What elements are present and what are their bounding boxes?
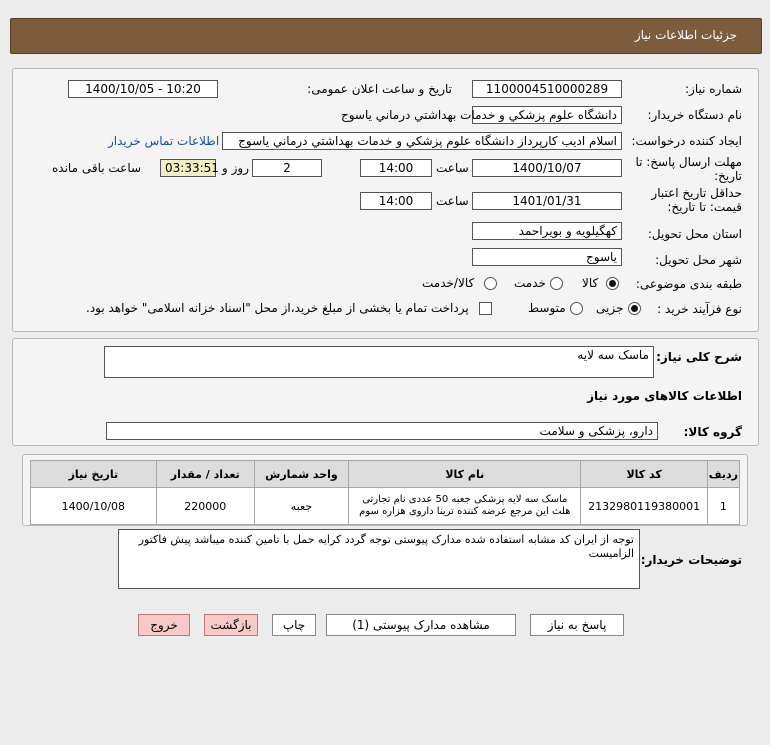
requester-field: اسلام اديب كارپرداز دانشگاه علوم پزشكي و خدمات بهداشتي درماني ياسوج — [222, 132, 622, 150]
table-row — [31, 488, 740, 525]
need-number-label: شماره نیاز: — [685, 82, 742, 96]
deadline-label: مهلت ارسال پاسخ: تا — [635, 155, 742, 169]
validity-date-label: قیمت: تا تاریخ: — [667, 200, 742, 214]
province-label: استان محل تحویل: — [647, 227, 742, 241]
category-goods-service-label: کالا/خدمت — [422, 276, 475, 290]
announce-datetime-field: 1400/10/05 - 10:20 — [68, 80, 218, 98]
col-row-header: ردیف — [707, 461, 739, 488]
buyer-contact-link[interactable]: اطلاعات تماس خریدار — [108, 134, 220, 148]
goods-info-title: اطلاعات کالاهای مورد نیاز — [587, 389, 742, 403]
validity-time-label: ساعت — [436, 194, 469, 208]
remaining-time-label: ساعت باقی مانده — [52, 161, 142, 175]
deadline-time-label: ساعت — [436, 161, 469, 175]
city-label: شهر محل تحویل: — [655, 253, 742, 267]
buyer-notes-label: توضیحات خریدار: — [640, 553, 742, 567]
page-title: جزئیات اطلاعات نیاز — [634, 28, 737, 42]
validity-label: حداقل تاریخ اعتبار — [651, 186, 742, 200]
deadline-time-field: 14:00 — [360, 159, 432, 177]
process-type-label: نوع فرآیند خرید : — [657, 302, 742, 316]
province-field: کهگیلویه و بویراحمد — [472, 222, 622, 240]
back-button[interactable]: بازگشت — [204, 614, 258, 636]
col-name-header: نام کالا — [349, 461, 581, 488]
item-unit-cell: جعبه — [254, 488, 348, 525]
col-qty-header: تعداد / مقدار — [156, 461, 254, 488]
items-table-header-row — [31, 461, 740, 488]
need-summary-label: شرح کلی نیاز: — [656, 350, 742, 364]
page-header — [10, 18, 762, 54]
col-unit-header: واحد شمارش — [254, 461, 348, 488]
item-name-cell: ماسک سه لایه پزشکی جعبه 50 عددی نام تجارتی هلث این مرجع عرضه کننده ترینا داروی هزاره سوم — [349, 488, 581, 525]
process-minor-label: جزیی — [596, 301, 624, 315]
row-number-cell: 1 — [707, 488, 739, 525]
need-number-field: 1100004510000289 — [472, 80, 622, 98]
col-code-header: کد کالا — [581, 461, 707, 488]
validity-date-field: 1401/01/31 — [472, 192, 622, 210]
category-service-radio[interactable] — [550, 277, 563, 290]
validity-time-field: 14:00 — [360, 192, 432, 210]
city-field: یاسوج — [472, 248, 622, 266]
buyer-org-label: نام دستگاه خریدار: — [647, 108, 742, 122]
goods-group-field: دارو، پزشکی و سلامت — [106, 422, 658, 440]
deadline-date-field: 1400/10/07 — [472, 159, 622, 177]
view-attachments-button[interactable]: مشاهده مدارک پیوستی (1) — [326, 614, 516, 636]
category-label: طبقه بندی موضوعی: — [635, 277, 742, 291]
buyer-notes-field: توجه از ایران کد مشابه استفاده شده مدارک پیوستی توجه گردد کرایه حمل با تامین کننده میباشد پیش فاکتور الزامیست — [118, 529, 640, 589]
item-qty-cell: 220000 — [156, 488, 254, 525]
treasury-payment-checkbox[interactable] — [479, 302, 492, 315]
announce-datetime-label: تاریخ و ساعت اعلان عمومی: — [307, 82, 452, 96]
remaining-days-field: 2 — [252, 159, 322, 177]
process-minor-radio[interactable] — [628, 302, 641, 315]
process-medium-radio[interactable] — [570, 302, 583, 315]
item-date-cell: 1400/10/08 — [31, 488, 157, 525]
category-goods-label: کالا — [582, 276, 599, 290]
exit-button[interactable]: خروج — [138, 614, 190, 636]
deadline-date-label: تاریخ: — [714, 169, 742, 183]
remaining-time-field: 03:33:51 — [160, 159, 216, 177]
requester-label: ایجاد کننده درخواست: — [631, 134, 742, 148]
category-goods-service-radio[interactable] — [484, 277, 497, 290]
reply-to-need-button[interactable]: پاسخ به نیاز — [530, 614, 624, 636]
goods-group-label: گروه کالا: — [683, 425, 742, 439]
days-label: روز و — [222, 161, 249, 175]
process-medium-label: متوسط — [528, 301, 566, 315]
category-goods-radio[interactable] — [606, 277, 619, 290]
buyer-org-field: دانشگاه علوم پزشكي و خدمات بهداشتي درماني ياسوج — [472, 106, 622, 124]
need-summary-field: ماسک سه لایه — [104, 346, 654, 378]
treasury-payment-note: پرداخت تمام یا بخشی از مبلغ خرید،از محل "اسناد خزانه اسلامی" خواهد بود. — [86, 301, 469, 315]
item-code-cell: 2132980119380001 — [581, 488, 707, 525]
items-table — [30, 460, 740, 525]
col-date-header: تاریخ نیاز — [31, 461, 157, 488]
category-service-label: خدمت — [514, 276, 546, 290]
print-button[interactable]: چاپ — [272, 614, 316, 636]
